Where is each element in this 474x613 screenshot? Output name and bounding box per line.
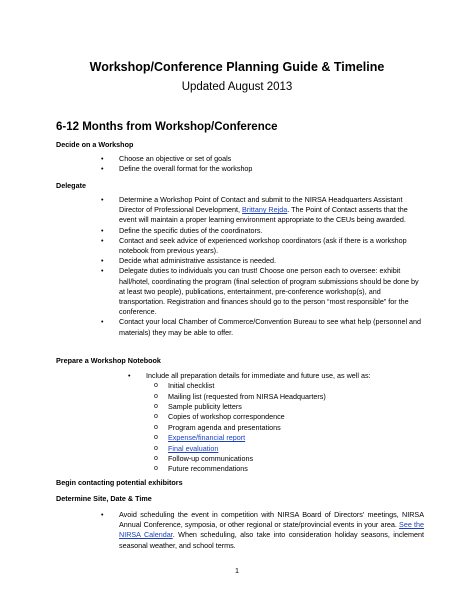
list-item: • Decide what administrative assistance is needed. — [101, 256, 277, 266]
exhibitors-heading: Begin contacting potential exhibitors — [56, 478, 183, 487]
delegate-heading: Delegate — [56, 181, 86, 190]
document-title: Workshop/Conference Planning Guide & Timeline — [89, 60, 385, 74]
bullet-icon: • — [101, 235, 104, 245]
sublist-item: o Program agenda and presentations — [154, 422, 281, 432]
document-subtitle: Updated August 2013 — [181, 81, 293, 93]
bullet-icon: • — [101, 195, 104, 204]
list-item: • Choose an objective or set of goals — [101, 154, 232, 163]
sublist-item — [154, 433, 428, 443]
list-item: • Contact your local Chamber of Commerce/Convention Bureau to see what help (personnel and materials) they may be able to offer. — [101, 317, 422, 337]
decide-list — [101, 154, 421, 174]
list-item: • Contact and seek advice of experienced workshop coordinators (ask if there is a workshop notebook from previous years). — [101, 235, 407, 256]
notebook-sublist — [154, 381, 428, 475]
circle-bullet-icon: o — [154, 403, 158, 411]
site-heading: Determine Site, Date & Time — [56, 494, 152, 503]
list-item: • Avoid scheduling the event in competition with NIRSA Board of Directors’ meetings, NIRSA Annual Conference, symposia, or other regional or state/provincial events in your area. See the NIRSA Calendar. When scheduling, also take into consideration holiday seasons, inclement seasonal weather, and school terms. — [101, 510, 425, 550]
bullet-icon: • — [101, 266, 104, 276]
final-evaluation-link[interactable]: Final evaluation — [168, 443, 219, 453]
notebook-list — [128, 371, 428, 475]
bullet-icon: • — [101, 510, 104, 519]
list-item: • Define the overall format for the workshop — [101, 164, 253, 174]
list-item: • Delegate duties to individuals you can trust! Choose one person each to oversee: exhibit hall/hotel, coordinating the program (final selection of program submissions should be done by at least two people), publications, entertainment, pre-conference workshop(s), and transportation. Registration and finances should go to the person “most responsible” for the conference. — [101, 266, 419, 317]
sublist-item — [154, 444, 428, 454]
list-item: • Determine a Workshop Point of Contact and submit to the NIRSA Headquarters Assistant Director of Professional Development, Brittany Rejda. The Point of Contact asserts that the event will maintain a proper learning environment appropriate to the CEUs being awarded. — [101, 195, 408, 225]
sublist-item: o Copies of workshop correspondence — [154, 412, 285, 422]
bullet-icon: • — [101, 154, 104, 163]
bullet-icon: • — [101, 164, 104, 174]
section-heading: 6-12 Months from Workshop/Conference — [56, 121, 278, 133]
page-number: 1 — [235, 566, 239, 575]
circle-bullet-icon: o — [154, 434, 158, 442]
delegate-list — [101, 195, 426, 338]
circle-bullet-icon: o — [154, 444, 158, 452]
nirsa-calendar-link[interactable]: See the NIRSA Calendar — [119, 520, 425, 540]
decide-heading: Decide on a Workshop — [56, 140, 134, 149]
sublist-item: o Future recommendations — [154, 464, 248, 474]
sublist-item: o Mailing list (requested from NIRSA Headquarters) — [154, 391, 326, 401]
sublist-item: o Sample publicity letters — [154, 402, 242, 412]
circle-bullet-icon: o — [154, 392, 158, 400]
bullet-icon: • — [101, 317, 104, 327]
circle-bullet-icon: o — [154, 423, 158, 431]
sublist-item: o Initial checklist — [154, 381, 215, 391]
list-item: • Define the specific duties of the coordinators. — [101, 225, 263, 235]
notebook-heading: Prepare a Workshop Notebook — [56, 356, 161, 365]
circle-bullet-icon: o — [154, 382, 158, 390]
bullet-icon: • — [128, 371, 131, 380]
circle-bullet-icon: o — [154, 413, 158, 421]
bullet-icon: • — [101, 256, 104, 266]
expense-report-link[interactable]: Expense/financial report — [168, 433, 246, 443]
site-list — [101, 510, 424, 551]
list-item: • Include all preparation details for immediate and future use, as well as: o Initial checklist o Mailing list (requested from NIRSA Headquarters) o Sample publicity letters o Copies of workshop correspondence o Program agenda and presentations o Expense/financial report o Final evaluation o Follow-up communications o Future recommendations — [128, 371, 428, 475]
sublist-item: o Follow-up communications — [154, 454, 254, 464]
brittany-rejda-link[interactable]: Brittany Rejda — [242, 205, 288, 215]
circle-bullet-icon: o — [154, 465, 158, 473]
circle-bullet-icon: o — [154, 455, 158, 463]
bullet-icon: • — [101, 225, 104, 235]
